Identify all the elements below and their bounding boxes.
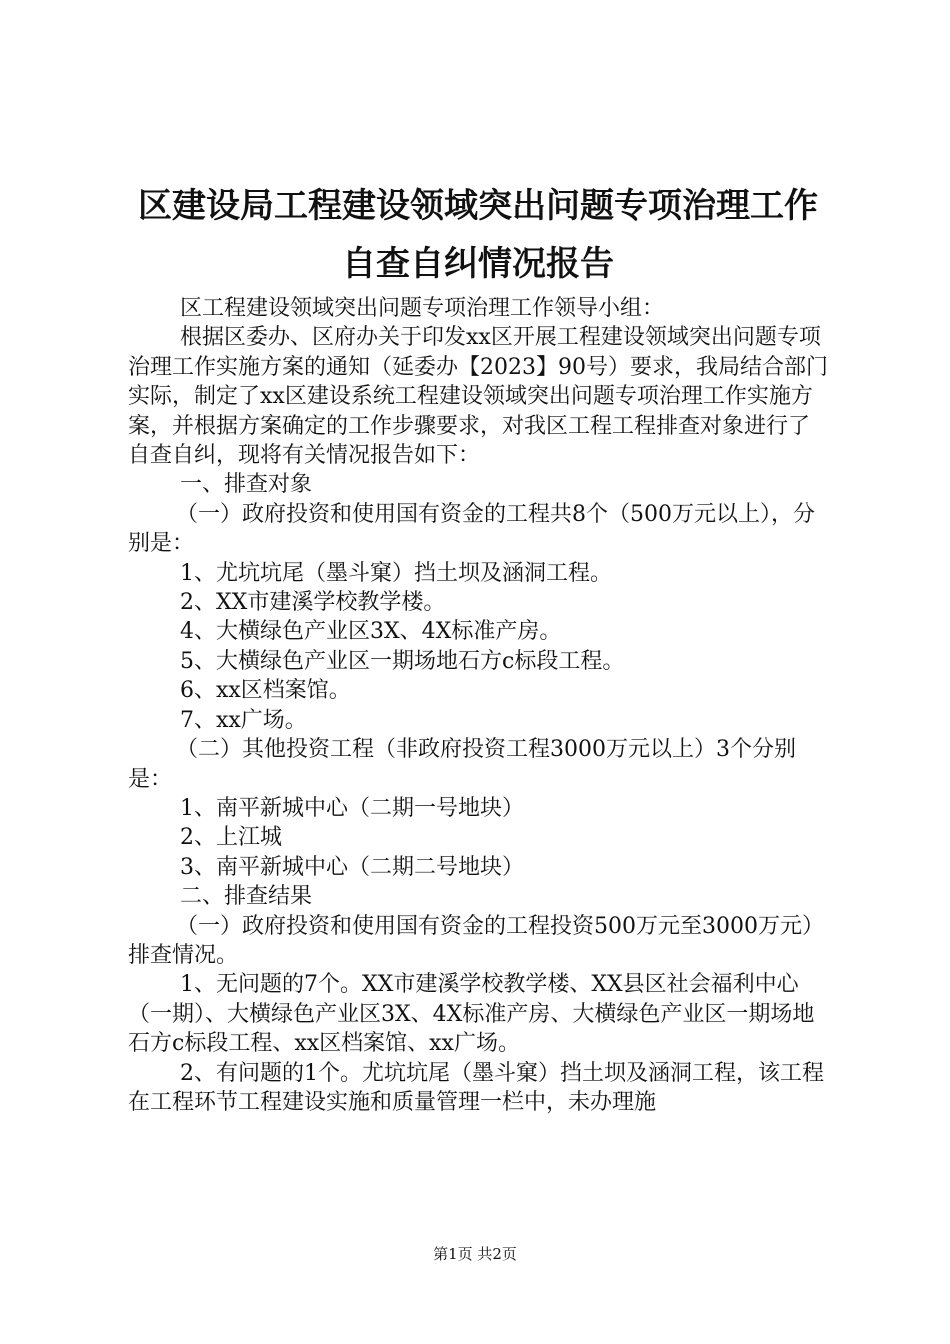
section-2-subheading-1: （一）政府投资和使用国有资金的工程投资500万元至3000万元）排查情况。 — [128, 913, 824, 968]
section-1-subheading-2: （二）其他投资工程（非政府投资工程3000万元以上）3个分别是： — [128, 737, 796, 792]
list-item: 1、南平新城中心（二期一号地块） — [180, 795, 524, 821]
document-title-line-1: 区建设局工程建设领域突出问题专项治理工作 — [138, 186, 818, 226]
list-item: 1、尤坑坑尾（墨斗窠）挡土坝及涵洞工程。 — [180, 560, 612, 586]
list-item: 5、大横绿色产业区一期场地石方c标段工程。 — [180, 648, 625, 674]
document-title-line-2: 自查自纠情况报告 — [342, 244, 614, 284]
salutation: 区工程建设领域突出问题专项治理工作领导小组： — [180, 296, 665, 321]
list-item: 2、上江城 — [180, 825, 282, 851]
section-1-heading: 一、排查对象 — [180, 472, 313, 498]
list-item: 6、xx区档案馆。 — [180, 678, 351, 704]
page-footer: 第1页 共2页 — [433, 1245, 517, 1263]
list-item: 7、xx广场。 — [180, 707, 307, 733]
section-1-subheading-1: （一）政府投资和使用国有资金的工程共8个（500万元以上），分别是： — [128, 501, 815, 557]
result-paragraph-2: 2、有问题的1个。尤坑坑尾（墨斗窠）挡土坝及涵洞工程，该工程在工程环节工程建设实施和质量管理一栏中，未办理施 — [128, 1060, 824, 1115]
result-paragraph-1: 1、无问题的7个。XX市建溪学校教学楼、XX县区社会福利中心（一期）、大横绿色产业区3X、4X标准产房、大横绿色产业区一期场地石方c标段工程、xx区档案馆、xx广场。 — [128, 972, 815, 1057]
list-item: 3、南平新城中心（二期二号地块） — [180, 854, 524, 880]
section-2-heading: 二、排查结果 — [180, 884, 313, 910]
list-item: 4、大横绿色产业区3X、4X标准产房。 — [180, 619, 562, 645]
list-item: 2、XX市建溪学校教学楼。 — [180, 590, 446, 616]
document-body — [128, 294, 828, 1117]
intro-paragraph: 根据区委办、区府办关于印发xx区开展工程建设领域突出问题专项治理工作实施方案的通知（延委办【2023】90号）要求，我局结合部门实际，制定了xx区建设系统工程建设领域突出问题专项治理工作实施方案，并根据方案确定的工作步骤要求，对我区工程工程排查对象进行了自查自纠，现将有关情况报告如下： — [128, 325, 828, 469]
